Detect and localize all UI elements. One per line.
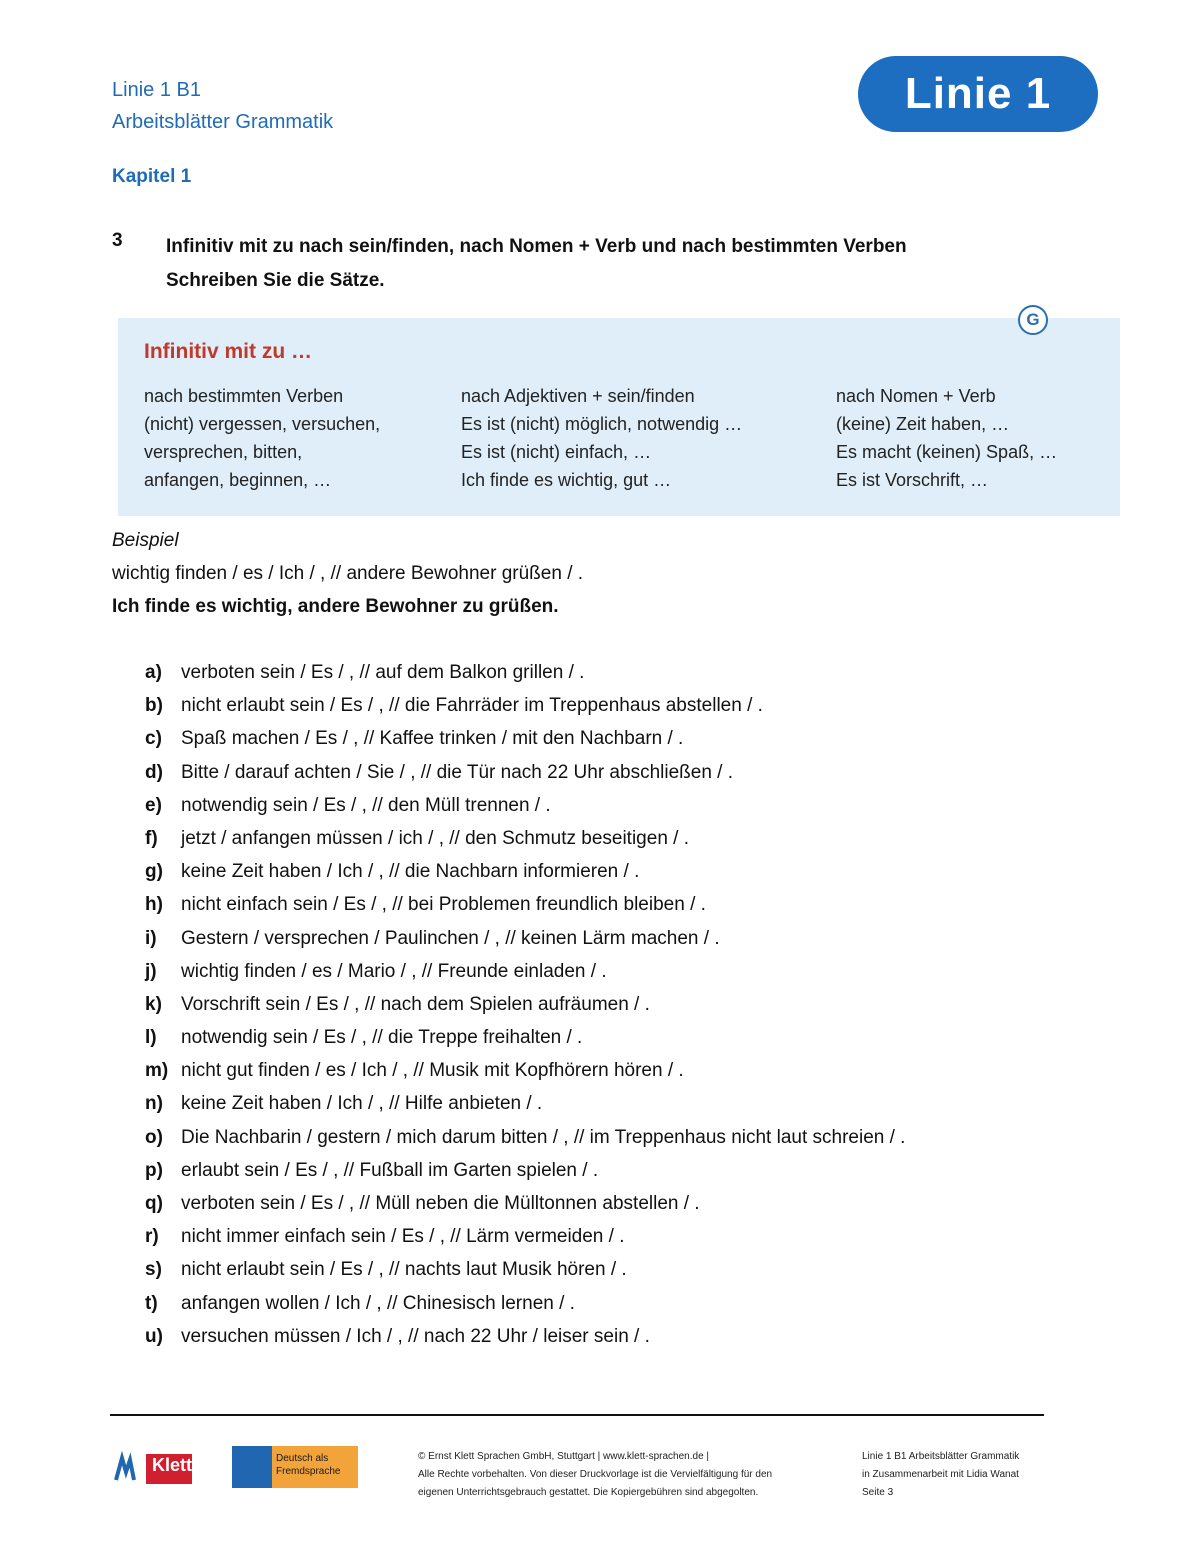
exercise-item <box>145 756 1075 789</box>
item-letter: j) <box>145 960 157 982</box>
exercise-item <box>145 888 1075 921</box>
item-text: nicht einfach sein / Es / , // bei Problemen freundlich bleiben / . <box>181 894 706 916</box>
exercise-item <box>145 1187 1075 1220</box>
item-letter: n) <box>145 1093 163 1115</box>
item-text: nicht gut finden / es / Ich / , // Musik mit Kopfhörern hören / . <box>181 1060 684 1082</box>
item-text: verboten sein / Es / , // Müll neben die Mülltonnen abstellen / . <box>181 1193 700 1214</box>
exercise-item <box>145 955 1075 988</box>
grammar-column-adjectives <box>461 382 821 494</box>
grammar-line: versprechen, bitten, <box>144 442 303 462</box>
exercise-item <box>145 656 1075 689</box>
exercise-instruction: Schreiben Sie die Sätze. <box>166 270 385 291</box>
daf-logo <box>232 1446 358 1488</box>
item-letter: l) <box>145 1027 157 1049</box>
exercise-item <box>145 1220 1075 1253</box>
item-text: Vorschrift sein / Es / , // nach dem Spielen aufräumen / . <box>181 993 650 1015</box>
grammar-line: Ich finde es wichtig, gut … <box>461 470 672 490</box>
item-text: erlaubt sein / Es / , // Fußball im Garten spielen / . <box>181 1159 599 1181</box>
item-letter: m) <box>145 1060 169 1082</box>
exercise-item <box>145 1121 1075 1154</box>
item-text: anfangen wollen / Ich / , // Chinesisch lernen / . <box>181 1292 575 1314</box>
item-text: notwendig sein / Es / , // den Müll trennen / . <box>181 794 551 816</box>
item-text: jetzt / anfangen müssen / ich / , // den Schmutz beseitigen / . <box>181 827 689 849</box>
item-text: Bitte / darauf achten / Sie / , // die Tür nach 22 Uhr abschließen / . <box>181 761 734 783</box>
exercise-item <box>145 1287 1075 1320</box>
exercise-item <box>145 722 1075 755</box>
item-text: nicht erlaubt sein / Es / , // nachts laut Musik hören / . <box>181 1259 627 1281</box>
daf-logo-text: Deutsch als Fremdsprache <box>272 1446 358 1488</box>
item-letter: t) <box>145 1292 158 1314</box>
page-number: Seite 3 <box>862 1487 894 1498</box>
exercise-item <box>145 689 1075 722</box>
exercise-item <box>145 1087 1075 1120</box>
item-letter: r) <box>145 1226 159 1248</box>
item-letter: q) <box>145 1193 163 1214</box>
daf-logo-block <box>232 1446 272 1488</box>
grammar-column-nouns <box>836 382 1116 494</box>
item-text: nicht erlaubt sein / Es / , // die Fahrräder im Treppenhaus abstellen / . <box>181 695 763 717</box>
item-text: nicht immer einfach sein / Es / , // Lärm vermeiden / . <box>181 1226 625 1248</box>
copyright-line: Alle Rechte vorbehalten. Von dieser Druckvorlage ist die Vervielfältigung für den <box>418 1469 773 1480</box>
exercise-title-line-1: Infinitiv mit zu nach sein/finden, nach Nomen + Verb und nach bestimmten Verben <box>166 236 907 257</box>
grammar-line: Es ist (nicht) möglich, notwendig … <box>461 414 743 434</box>
item-text: wichtig finden / es / Mario / , // Freunde einladen / . <box>181 960 607 982</box>
exercise-item <box>145 789 1075 822</box>
grammar-icon: G <box>1018 305 1048 335</box>
grammar-column-header: nach Adjektiven + sein/finden <box>461 386 695 406</box>
page-info-line: Linie 1 B1 Arbeitsblätter Grammatik <box>862 1451 1020 1462</box>
example-answer: Ich finde es wichtig, andere Bewohner zu grüßen. <box>112 596 559 617</box>
exercise-item <box>145 1021 1075 1054</box>
item-letter: u) <box>145 1325 163 1347</box>
item-text: keine Zeit haben / Ich / , // die Nachbarn informieren / . <box>181 861 640 883</box>
klett-logo-text: Klett <box>152 1455 192 1475</box>
series-line-2: Arbeitsblätter Grammatik <box>112 111 334 133</box>
item-text: versuchen müssen / Ich / , // nach 22 Uhr / leiser sein / . <box>181 1325 650 1347</box>
page-info <box>862 1448 1062 1502</box>
grammar-column-header: nach Nomen + Verb <box>836 386 996 406</box>
exercise-item <box>145 855 1075 888</box>
exercise-items-list <box>145 656 1075 1353</box>
grammar-column-verbs <box>144 382 444 494</box>
exercise-item <box>145 1253 1075 1286</box>
item-letter: o) <box>145 1126 163 1148</box>
item-text: Die Nachbarin / gestern / mich darum bitten / , // im Treppenhaus nicht laut schreien / . <box>181 1126 906 1148</box>
item-letter: i) <box>145 927 157 949</box>
grammar-line: (nicht) vergessen, versuchen, <box>144 414 381 434</box>
grammar-heading: Infinitiv mit zu … <box>144 340 312 363</box>
item-text: Gestern / versprechen / Paulinchen / , // keinen Lärm machen / . <box>181 927 720 949</box>
exercise-title <box>166 230 1066 298</box>
item-letter: c) <box>145 728 162 750</box>
exercise-item <box>145 1054 1075 1087</box>
grammar-line: Es ist (nicht) einfach, … <box>461 442 652 462</box>
exercise-item <box>145 988 1075 1021</box>
example-prompt: wichtig finden / es / Ich / , // andere Bewohner grüßen / . <box>112 563 584 584</box>
linie1-logo: Linie 1 <box>858 56 1098 132</box>
item-letter: g) <box>145 861 163 883</box>
exercise-item <box>145 1154 1075 1187</box>
grammar-column-header: nach bestimmten Verben <box>144 386 344 406</box>
page-info-line: in Zusammenarbeit mit Lidia Wanat <box>862 1469 1019 1480</box>
copyright-line: eigenen Unterrichtsgebrauch gestattet. Die Kopiergebühren sind abgegolten. <box>418 1487 759 1498</box>
item-text: Spaß machen / Es / , // Kaffee trinken / mit den Nachbarn / . <box>181 728 684 750</box>
item-letter: f) <box>145 827 158 849</box>
exercise-number: 3 <box>112 230 123 251</box>
item-letter: b) <box>145 695 163 717</box>
copyright-line: © Ernst Klett Sprachen GmbH, Stuttgart | www.klett-sprachen.de | <box>418 1451 710 1462</box>
grammar-line: anfangen, beginnen, … <box>144 470 332 490</box>
exercise-item <box>145 922 1075 955</box>
item-letter: e) <box>145 794 162 816</box>
copyright-notice <box>418 1448 838 1502</box>
exercise-item <box>145 822 1075 855</box>
series-title <box>112 74 333 138</box>
item-letter: s) <box>145 1259 162 1281</box>
item-letter: k) <box>145 993 162 1015</box>
chapter-heading: Kapitel 1 <box>112 166 192 187</box>
item-text: keine Zeit haben / Ich / , // Hilfe anbieten / . <box>181 1093 543 1115</box>
grammar-line: Es ist Vorschrift, … <box>836 470 989 490</box>
item-letter: a) <box>145 662 162 683</box>
footer-divider <box>110 1414 1044 1416</box>
item-text: notwendig sein / Es / , // die Treppe freihalten / . <box>181 1027 583 1049</box>
series-line-1: Linie 1 B1 <box>112 79 201 101</box>
example-label: Beispiel <box>112 530 179 551</box>
exercise-item <box>145 1320 1075 1353</box>
item-letter: h) <box>145 894 163 916</box>
item-text: verboten sein / Es / , // auf dem Balkon grillen / . <box>181 662 585 683</box>
item-letter: p) <box>145 1159 163 1181</box>
grammar-line: Es macht (keinen) Spaß, … <box>836 442 1058 462</box>
item-letter: d) <box>145 761 163 783</box>
grammar-line: (keine) Zeit haben, … <box>836 414 1010 434</box>
